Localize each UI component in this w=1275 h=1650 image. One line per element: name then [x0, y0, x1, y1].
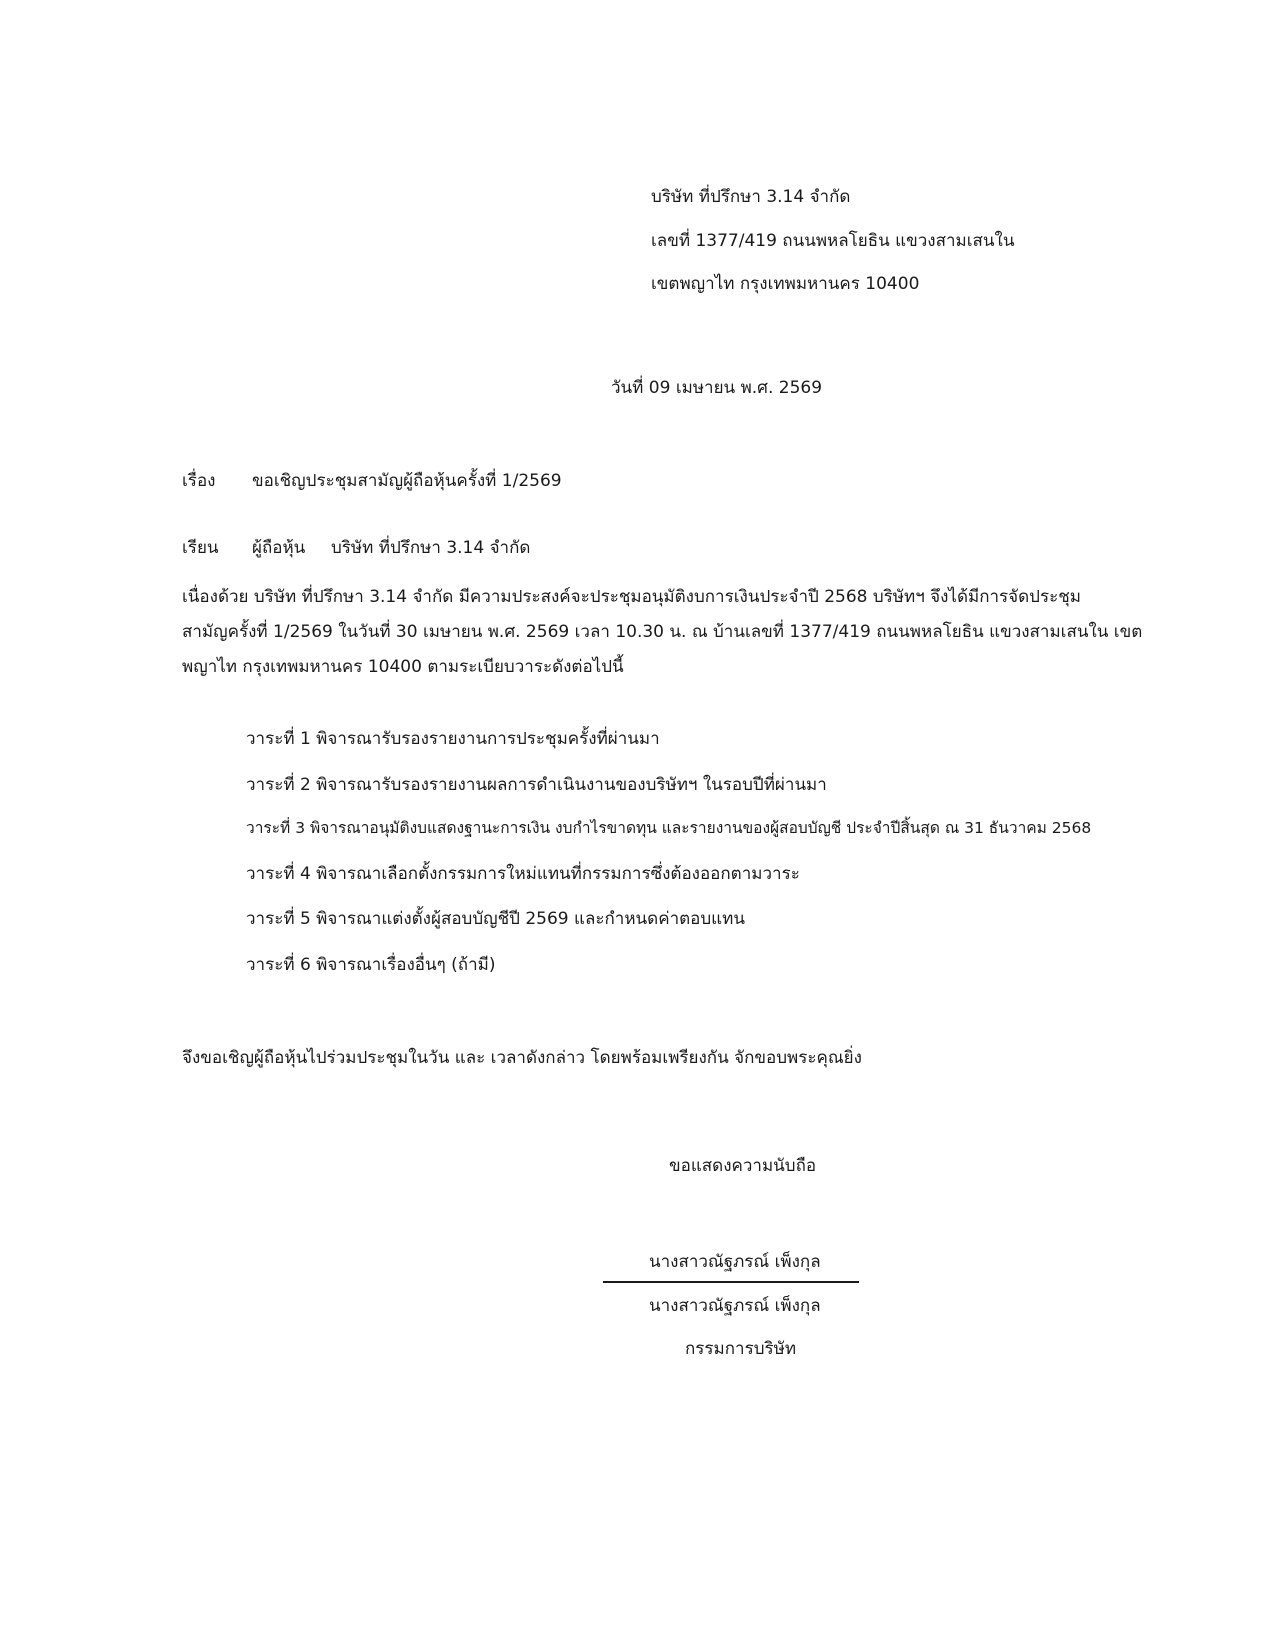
- agenda-item-5: วาระที่ 5 พิจารณาแต่งตั้งผู้สอบบัญชีปี 2569 และกำหนดค่าตอบแทน: [246, 909, 745, 929]
- recipient-label: เรียน: [182, 538, 219, 558]
- agenda-item-2: วาระที่ 2 พิจารณารับรองรายงานผลการดำเนินงานของบริษัทฯ ในรอบปีที่ผ่านมา: [246, 775, 827, 795]
- signature-line: [603, 1281, 859, 1283]
- letter-date: วันที่ 09 เมษายน พ.ศ. 2569: [611, 378, 823, 398]
- subject-label: เรื่อง: [182, 471, 216, 491]
- sender-address-line2: เขตพญาไท กรุงเทพมหานคร 10400: [651, 274, 920, 294]
- body-line-1: เนื่องด้วย บริษัท ที่ปรึกษา 3.14 จำกัด มีความประสงค์จะประชุมอนุมัติงบการเงินประจำปี 2568 บริษัทฯ จึงได้มีการจัดประชุม: [182, 587, 1081, 607]
- agenda-item-6: วาระที่ 6 พิจารณาเรื่องอื่นๆ (ถ้ามี): [246, 955, 496, 975]
- agenda-item-4: วาระที่ 4 พิจารณาเลือกตั้งกรรมการใหม่แทนที่กรรมการซึ่งต้องออกตามวาระ: [246, 864, 800, 884]
- recipient-company: บริษัท ที่ปรึกษา 3.14 จำกัด: [331, 538, 531, 558]
- agenda-item-3: วาระที่ 3 พิจารณาอนุมัติงบแสดงฐานะการเงิน งบกำไรขาดทุน และรายงานของผู้สอบบัญชี ประจำปีสิ้นสุด ณ 31 ธันวาคม 2568: [246, 819, 1092, 837]
- sender-address-line1: เลขที่ 1377/419 ถนนพหลโยธิน แขวงสามเสนใน: [651, 231, 1015, 251]
- body-line-3: พญาไท กรุงเทพมหานคร 10400 ตามระเบียบวาระดังต่อไปนี้: [182, 657, 624, 677]
- recipient-name: ผู้ถือหุ้น: [252, 538, 306, 558]
- sender-company: บริษัท ที่ปรึกษา 3.14 จำกัด: [651, 187, 851, 207]
- subject-text: ขอเชิญประชุมสามัญผู้ถือหุ้นครั้งที่ 1/2569: [252, 471, 562, 491]
- signoff: ขอแสดงความนับถือ: [669, 1156, 817, 1176]
- body-line-2: สามัญครั้งที่ 1/2569 ในวันที่ 30 เมษายน พ.ศ. 2569 เวลา 10.30 น. ณ บ้านเลขที่ 1377/419 ถนนพหลโยธิน แขวงสามเสนใน เขต: [182, 622, 1143, 642]
- signatory-printed-name: นางสาวณัฐภรณ์ เพ็งกุล: [649, 1296, 821, 1316]
- closing-text: จึงขอเชิญผู้ถือหุ้นไปร่วมประชุมในวัน และ เวลาดังกล่าว โดยพร้อมเพรียงกัน จักขอบพระคุณยิ่ง: [182, 1048, 862, 1068]
- signatory-title: กรรมการบริษัท: [685, 1339, 797, 1359]
- signature-name: นางสาวณัฐภรณ์ เพ็งกุล: [649, 1252, 821, 1272]
- agenda-item-1: วาระที่ 1 พิจารณารับรองรายงานการประชุมครั้งที่ผ่านมา: [246, 729, 660, 749]
